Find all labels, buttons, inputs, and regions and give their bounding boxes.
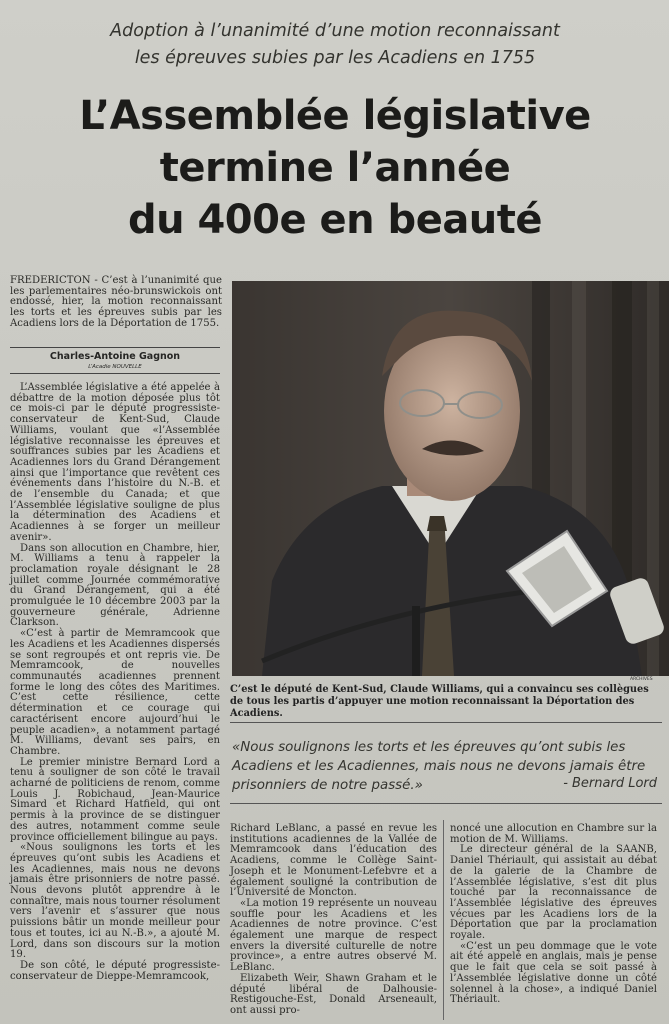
col2-paragraph-1: Richard LeBlanc, a passé en revue les institutions acadiennes de la Vallée de Memramcook dans l’éducation des Acadiens, comme le Collège Saint-Joseph et le Monument-Lefebvre et a également souligné la contribution de l’Université de Moncton. [230, 823, 437, 899]
pull-quote-rule-bottom [230, 803, 662, 804]
pull-quote-rule-top [230, 722, 662, 723]
col2-paragraph-2: «La motion 19 représente un nouveau souffle pour les Acadiens et les Acadiennes de notre province. C’est également une marque de respect envers la diversité culturelle de notre province», a entre autres observé M. LeBlanc. [230, 897, 437, 974]
photo-credit: ARCHIVES [630, 677, 653, 682]
col3-paragraph-2: Le directeur général de la SAANB, Daniel Thériault, qui assistait au débat de la galerie de la Chambre de l’Assemblée législative, s’est dit plus touché par la reconnaissance de l’Assemblée législative des épreuves vécues par les Acadiens lors de la Déportation que par la proclamation royale. [450, 844, 657, 942]
headline [20, 90, 650, 246]
column-3 [450, 824, 657, 1006]
news-photo [232, 281, 669, 676]
byline-rule-top [10, 347, 220, 348]
col1-paragraph-6: De son côté, le député progressiste-conservateur de Dieppe-Memramcook, [10, 959, 220, 982]
headline-line-2: termine l’année [159, 145, 511, 191]
column-divider [443, 820, 444, 1020]
byline: Charles-Antoine Gagnon [49, 351, 181, 362]
photo-caption: C’est le député de Kent-Sud, Claude Williams, qui a convaincu ses collègues de tous les partis d’appuyer une motion reconnaissant la Déportation des Acadiens. [230, 684, 649, 719]
pull-quote-attribution: - Bernard Lord [563, 776, 657, 791]
col1-paragraph-4: Le premier ministre Bernard Lord a tenu à souligner de son côté le travail acharné de politiciens de renom, comme Louis J. Robichaud, Jean-Maurice Simard et Richard Hatfield, qui ont permis à la province de se distinguer des autres, notamment comme seule province officiellement bilingue au pays. [10, 756, 220, 843]
col1-paragraph-2: Dans son allocution en Chambre, hier, M. Williams a tenu à rappeler la proclamation royale désignant le 28 juillet comme Journée commémorative du Grand Dérangement, qui a été promulguée le 10 décembre 2003 par la gouverneure générale, Adrienne Clarkson. [10, 542, 220, 629]
byline-outlet: L’Acadie NOUVELLE [88, 364, 142, 370]
pull-quote: «Nous soulignons les torts et les épreuves qu’ont subis les Acadiens et les Acadiennes, mais nous ne devons jamais être prisonniers de notre passé.» [232, 740, 646, 793]
col1-paragraph-3: «C’est à partir de Memramcook que les Acadiens et les Acadiennes dispersés se sont regroupés et ont repris vie. De Memramcook, de nouvelles communautés acadiennes prennent forme le long des côtes des Maritimes. C’est cette résilience, cette détermination et ce courage qui caractérisent encore aujourd’hui le peuple acadien», a notamment partagé M. Williams, devant ses pairs, en Chambre. [10, 628, 220, 757]
column-1 [10, 383, 220, 982]
kicker [40, 18, 630, 72]
col2-paragraph-3: Elizabeth Weir, Shawn Graham et le député libéral de Dalhousie-Restigouche-Est, Donald Arseneault, ont aussi pro- [230, 972, 437, 1016]
col1-paragraph-1: L’Assemblée législative a été appelée à débattre de la motion déposée plus tôt ce mois-ci par le député progressiste-conservateur de Kent-Sud, Claude Williams, voulant que «l’Assemblée législative reconnaisse les épreuves et souffrances subies par les Acadiens et Acadiennes lors du Grand Dérangement ainsi que l’importance que revêtent ces événements dans l’histoire du N.-B. et de l’ensemble du Canada; et que l’Assemblée législative souligne de plus la détermination des Acadiens et Acadiennes à se forger un meilleur avenir». [10, 382, 220, 543]
byline-rule-bottom [10, 373, 220, 374]
column-2 [230, 824, 437, 1017]
col3-paragraph-1: noncé une allocution en Chambre sur la motion de M. Williams. [450, 823, 657, 845]
photo-illustration [232, 281, 669, 676]
col3-paragraph-3: «C’est un peu dommage que le vote ait été appelé en anglais, mais je pense que le fait que cela se soit passé à l’Assemblée législative donne un côté solennel à la chose», a indiqué Daniel Thériault. [450, 940, 657, 1006]
kicker-line-1: Adoption à l’unanimité d’une motion reconnaissant [110, 21, 560, 41]
col1-paragraph-5: «Nous soulignons les torts et les épreuves qu’ont subis les Acadiens et les Acadiennes, mais nous ne devons jamais être prisonniers de notre passé. Nous devons plutôt apprendre à le connaître, mais nous tourner résolument vers l’avenir et s’assurer que nous puissions bâtir un monde meilleur pour tous et toutes, ici au N.-B.», a ajouté M. Lord, dans son discours sur la motion 19. [10, 842, 220, 961]
headline-line-1: L’Assemblée législative [79, 93, 591, 139]
kicker-line-2: les épreuves subies par les Acadiens en 1755 [134, 48, 536, 68]
headline-line-3: du 400e en beauté [127, 197, 543, 243]
lede: FREDERICTON - C’est à l’unanimité que les parlementaires néo-brunswickois ont endossé, hier, la motion reconnaissant les torts et les épreuves subis par les Acadiens lors de la Déportation de 1755. [10, 275, 222, 329]
